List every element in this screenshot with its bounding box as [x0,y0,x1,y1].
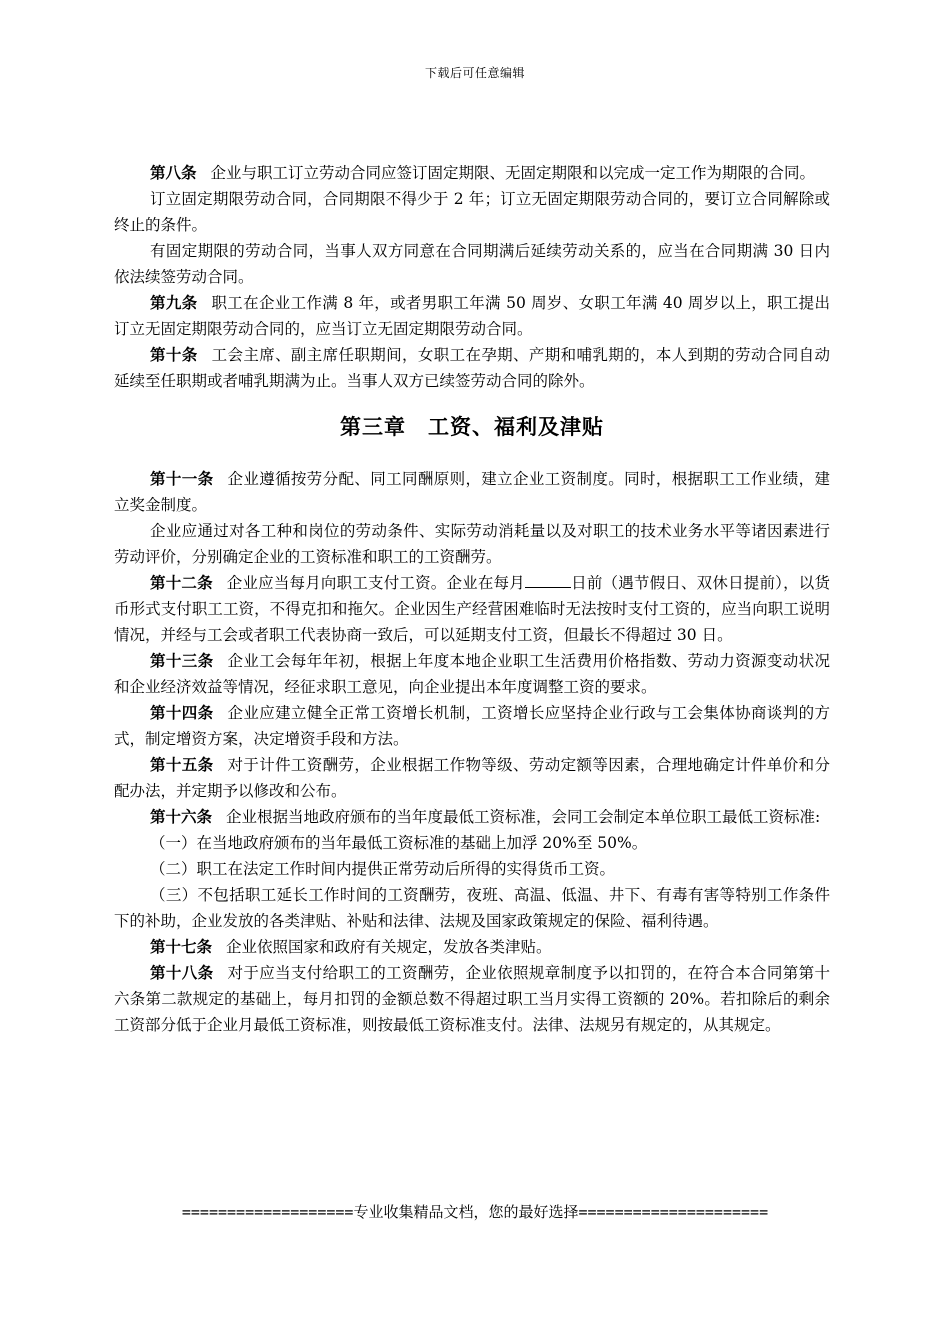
article-text: 企业应建立健全正常工资增长机制，工资增长应坚持企业行政与工会集体协商谈判的方式，制定增资方案，决定增资手段和方法。 [114,704,830,748]
article-text: 企业应当每月向职工支付工资。企业在每月 [226,574,525,592]
article-text: 对于应当支付给职工的工资酬劳，企业依照规章制度予以扣罚的，在符合本合同第第十六条第二款规定的基础上，每月扣罚的金额总数不得超过职工当月实得工资额的 20%。若扣除后的剩余工资部分低于企业月最低工资标准，则按最低工资标准支付。法律、法规另有规定的，从其规定。 [114,964,830,1034]
article-title: 第十三条 [150,652,214,670]
article-text: 企业依照国家和政府有关规定，发放各类津贴。 [226,938,552,956]
page-footer: ===================专业收集精品文档，您的最好选择===================== [181,1203,769,1221]
article-title: 第十七条 [150,938,213,956]
article-title: 第十条 [150,346,198,364]
list-item: （一）在当地政府颁布的当年最低工资标准的基础上加浮 20%至 50%。 [150,834,648,852]
article-15 [114,752,830,804]
article-18 [114,960,830,1038]
article-text: 企业与职工订立劳动合同应签订固定期限、无固定期限和以完成一定工作为期限的合同。 [210,164,816,182]
fill-in-blank [525,573,571,588]
article-title: 第九条 [150,294,198,312]
article-12 [114,570,830,648]
article-title: 第十一条 [150,470,214,488]
article-11 [114,466,830,518]
article-8 [114,160,830,186]
article-14 [114,700,830,752]
article-17 [114,934,830,960]
document-body [114,160,830,1038]
paragraph: 有固定期限的劳动合同，当事人双方同意在合同期满后延续劳动关系的，应当在合同期满 30 日内依法续签劳动合同。 [114,242,830,286]
article-title: 第十六条 [150,808,213,826]
article-16 [114,804,830,830]
article-text: 职工在企业工作满 8 年，或者男职工年满 50 周岁、女职工年满 40 周岁以上，职工提出订立无固定期限劳动合同的，应当订立无固定期限劳动合同。 [114,294,830,338]
paragraph: 企业应通过对各工种和岗位的劳动条件、实际劳动消耗量以及对职工的技术业务水平等诸因素进行劳动评价，分别确定企业的工资标准和职工的工资酬劳。 [114,522,830,566]
page-header: 下载后可任意编辑 [424,66,525,80]
article-text: 企业遵循按劳分配、同工同酬原则，建立企业工资制度。同时，根据职工工作业绩，建立奖金制度。 [114,470,830,514]
article-text: 企业工会每年年初，根据上年度本地企业职工生活费用价格指数、劳动力资源变动状况和企业经济效益等情况，经征求职工意见，向企业提出本年度调整工资的要求。 [114,652,830,696]
list-item: （三）不包括职工延长工作时间的工资酬劳，夜班、高温、低温、井下、有毒有害等特别工作条件下的补助，企业发放的各类津贴、补贴和法律、法规及国家政策规定的保险、福利待遇。 [114,886,830,930]
article-title: 第十五条 [150,756,214,774]
article-title: 第八条 [150,164,197,182]
article-text: 日前（遇节假日、双休日提前），以货币形式支付职工工资，不得克扣和拖欠。企业因生产经营困难临时无法按时支付工资的，应当向职工说明情况，并经与工会或者职工代表协商一致后，可以延期支付工资，但最长不得超过 30 日。 [114,574,830,644]
article-text: 企业根据当地政府颁布的当年度最低工资标准，会同工会制定本单位职工最低工资标准: [226,808,821,826]
chapter-title: 第三章 工资、福利及津贴 [340,415,604,439]
article-title: 第十二条 [150,574,213,592]
article-title: 第十四条 [150,704,214,722]
article-10 [114,342,830,394]
article-13 [114,648,830,700]
paragraph: 订立固定期限劳动合同，合同期限不得少于 2 年；订立无固定期限劳动合同的，要订立合同解除或终止的条件。 [114,190,830,234]
article-9 [114,290,830,342]
list-item: （二）职工在法定工作时间内提供正常劳动后所得的实得货币工资。 [150,860,616,878]
article-text: 对于计件工资酬劳，企业根据工作物等级、劳动定额等因素，合理地确定计件单价和分配办法，并定期予以修改和公布。 [114,756,830,800]
article-text: 工会主席、副主席任职期间，女职工在孕期、产期和哺乳期的，本人到期的劳动合同自动延续至任职期或者哺乳期满为止。当事人双方已续签劳动合同的除外。 [114,346,830,390]
article-title: 第十八条 [150,964,214,982]
